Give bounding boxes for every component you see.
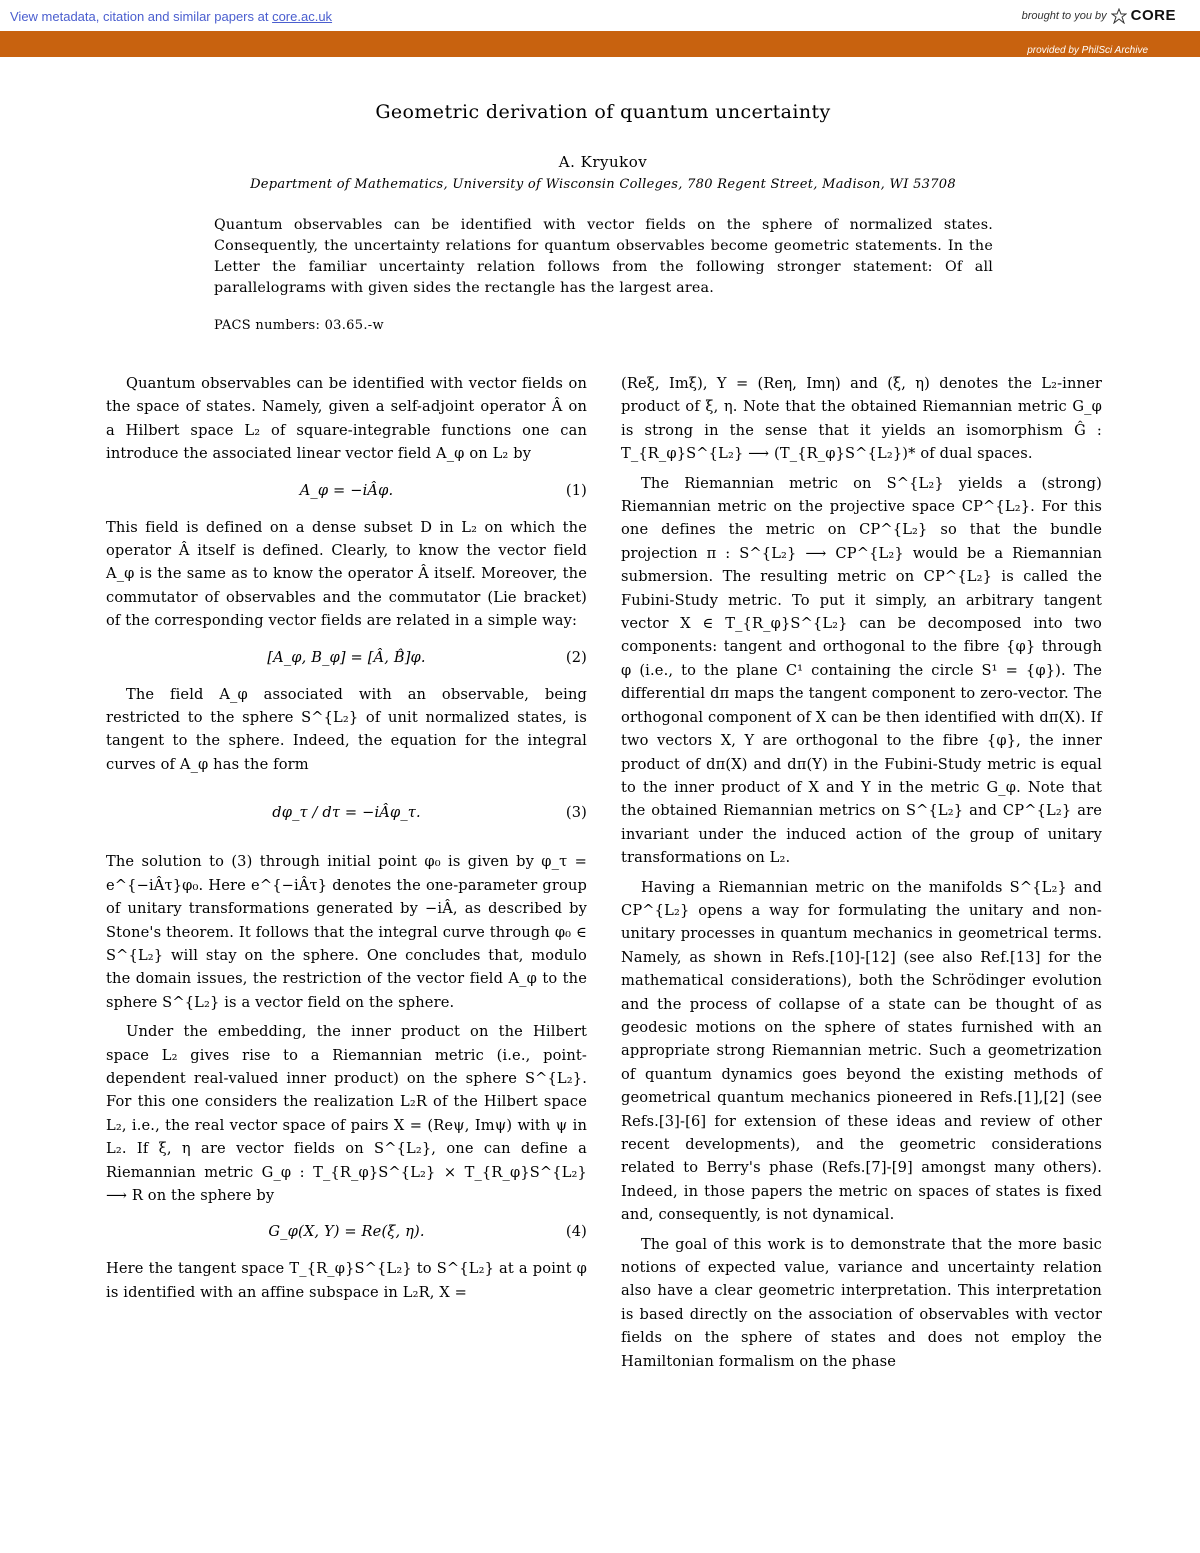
paragraph: (Reξ, Imξ), Y = (Reη, Imη) and (ξ, η) denotes the L₂-inner product of ξ, η. Note that the obtained Riemannian metric G_φ is strong in the sense that it yields an isomorphism Ĝ : T_{R_φ}S^{L₂} ⟶ (T_{R_φ}S^{L₂})* of dual spaces. (621, 375, 1102, 463)
equation-2 (106, 641, 587, 675)
paragraph: Having a Riemannian metric on the manifolds S^{L₂} and CP^{L₂} opens a way for formulating the unitary and non-unitary processes in quantum mechanics in geometrical terms. Namely, as shown in Refs.[10]-[12] (see also Ref.[13] for the mathematical considerations), both the Schrödinger evolution and the process of collapse of a state can be thought of as geodesic motions on the sphere of states furnished with an appropriate strong Riemannian metric. Such a geometrization of quantum dynamics goes beyond the existing methods of geometrical quantum mechanics pioneered in Refs.[1],[2] (see Refs.[3]-[6] for extension of these ideas and review of other recent developments), and the geometric considerations related to Berry's phase (Refs.[7]-[9] amongst many others). Indeed, in those papers the metric on spaces of states is fixed and, consequently, is not dynamical. (621, 878, 1102, 1224)
core-provider-bar (0, 31, 1200, 57)
equation-expression: G_φ(X, Y) = Re(ξ, η). (268, 1223, 425, 1241)
equation-1 (106, 474, 587, 508)
paragraph: Under the embedding, the inner product on the Hilbert space L₂ gives rise to a Riemannian metric (i.e., point-dependent real-valued inner product) on the sphere S^{L₂}. For this one considers the realization L₂R of the Hilbert space L₂, i.e., the real vector space of pairs X = (Reψ, Imψ) with ψ in L₂. If ξ, η are vector fields on S^{L₂}, one can define a Riemannian metric G_φ : T_{R_φ}S^{L₂} × T_{R_φ}S^{L₂} ⟶ R on the sphere by (106, 1023, 587, 1204)
metadata-link[interactable] (10, 9, 332, 24)
equation-expression: A_φ = −iÂφ. (299, 481, 394, 499)
core-link[interactable]: core.ac.uk (272, 9, 333, 24)
equation-number: (3) (565, 804, 587, 822)
equation-4 (106, 1215, 587, 1249)
paragraph: This field is defined on a dense subset D in L₂ on which the operator Â itself is defined. Clearly, to know the vector field A_φ is the same as to know the operator Â itself. Moreover, the commutator of observables and the commutator (Lie bracket) of the corresponding vector fields are related in a simple way: (106, 518, 587, 630)
affiliation: Department of Mathematics, University of Wisconsin Colleges, 780 Regent Street, Madison, WI 53708 (250, 177, 956, 192)
equation-expression: [A_φ, B_φ] = [Â, B̂]φ. (267, 648, 426, 666)
paragraph: The solution to (3) through initial point φ₀ is given by φ_τ = e^{−iÂτ}φ₀. Here e^{−iÂτ} denotes the one-parameter group of unitary transformations generated by −iÂ, as described by Stone's theorem. It follows that the integral curve through φ₀ ∈ S^{L₂} will stay on the sphere. One concludes that, modulo the domain issues, the restriction of the vector field A_φ to the sphere S^{L₂} is a vector field on the sphere. (106, 853, 587, 1011)
paragraph: The field A_φ associated with an observable, being restricted to the sphere S^{L₂} of unit normalized states, is tangent to the sphere. Indeed, the equation for the integral curves of A_φ has the form (106, 685, 587, 773)
core-logo-icon (1111, 8, 1127, 24)
paragraph: Quantum observables can be identified with vector fields on the space of states. Namely, given a self-adjoint operator Â on a Hilbert space L₂ of square-integrable functions one can introduce the associated linear vector field A_φ on L₂ by (106, 375, 587, 463)
core-brand: CORE (1130, 7, 1176, 24)
metadata-text: View metadata, citation and similar papers at (10, 9, 273, 24)
equation-expression: dφ_τ / dτ = −iÂφ_τ. (272, 804, 421, 822)
equation-3 (106, 784, 587, 842)
paragraph: The goal of this work is to demonstrate that the more basic notions of expected value, variance and uncertainty relation also have a clear geometric interpretation. This interpretation is based directly on the association of observables with vector fields on the sphere of states and does not employ the Hamiltonian formalism on the phase (621, 1235, 1102, 1370)
right-column (621, 372, 1102, 1373)
brought-by[interactable] (1022, 7, 1176, 24)
equation-number: (1) (565, 481, 587, 499)
abstract: Quantum observables can be identified with vector fields on the sphere of normalized states. Consequently, the uncertainty relations for quantum observables become geometric statements. In the Letter the familiar uncertainty relation follows from the following stronger statement: Of all parallelograms with given sides the rectangle has the largest area. (214, 217, 993, 296)
brought-by-text: brought to you by (1021, 9, 1107, 22)
pacs-numbers: PACS numbers: 03.65.-w (214, 318, 384, 333)
paragraph: Here the tangent space T_{R_φ}S^{L₂} to S^{L₂} at a point φ is identified with an affine subspace in L₂R, X = (106, 1260, 587, 1301)
equation-number: (4) (565, 1223, 587, 1241)
core-header (0, 0, 1200, 31)
paper-title: Geometric derivation of quantum uncertainty (375, 101, 831, 123)
equation-number: (2) (565, 648, 587, 666)
author: A. Kryukov (558, 153, 648, 171)
paragraph: The Riemannian metric on S^{L₂} yields a (strong) Riemannian metric on the projective space CP^{L₂}. For this one defines the metric on CP^{L₂} so that the bundle projection π : S^{L₂} ⟶ CP^{L₂} would be a Riemannian submersion. The resulting metric on CP^{L₂} is called the Fubini-Study metric. To put it simply, an arbitrary tangent vector X ∈ T_{R_φ}S^{L₂} can be decomposed into two components: tangent and orthogonal to the fibre {φ} through φ (i.e., to the plane C¹ containing the circle S¹ = {φ}). The differential dπ maps the tangent component to zero-vector. The orthogonal component of X can be then identified with dπ(X). If two vectors X, Y are orthogonal to the fibre {φ}, the inner product of dπ(X) and dπ(Y) in the Fubini-Study metric is equal to the inner product of X and Y in the metric G_φ. Note that the obtained Riemannian metrics on S^{L₂} and CP^{L₂} are invariant under the induced action of the group of unitary transformations on L₂. (621, 474, 1102, 867)
left-column (106, 372, 587, 1304)
provided-by[interactable]: provided by PhilSci Archive (1027, 45, 1148, 56)
